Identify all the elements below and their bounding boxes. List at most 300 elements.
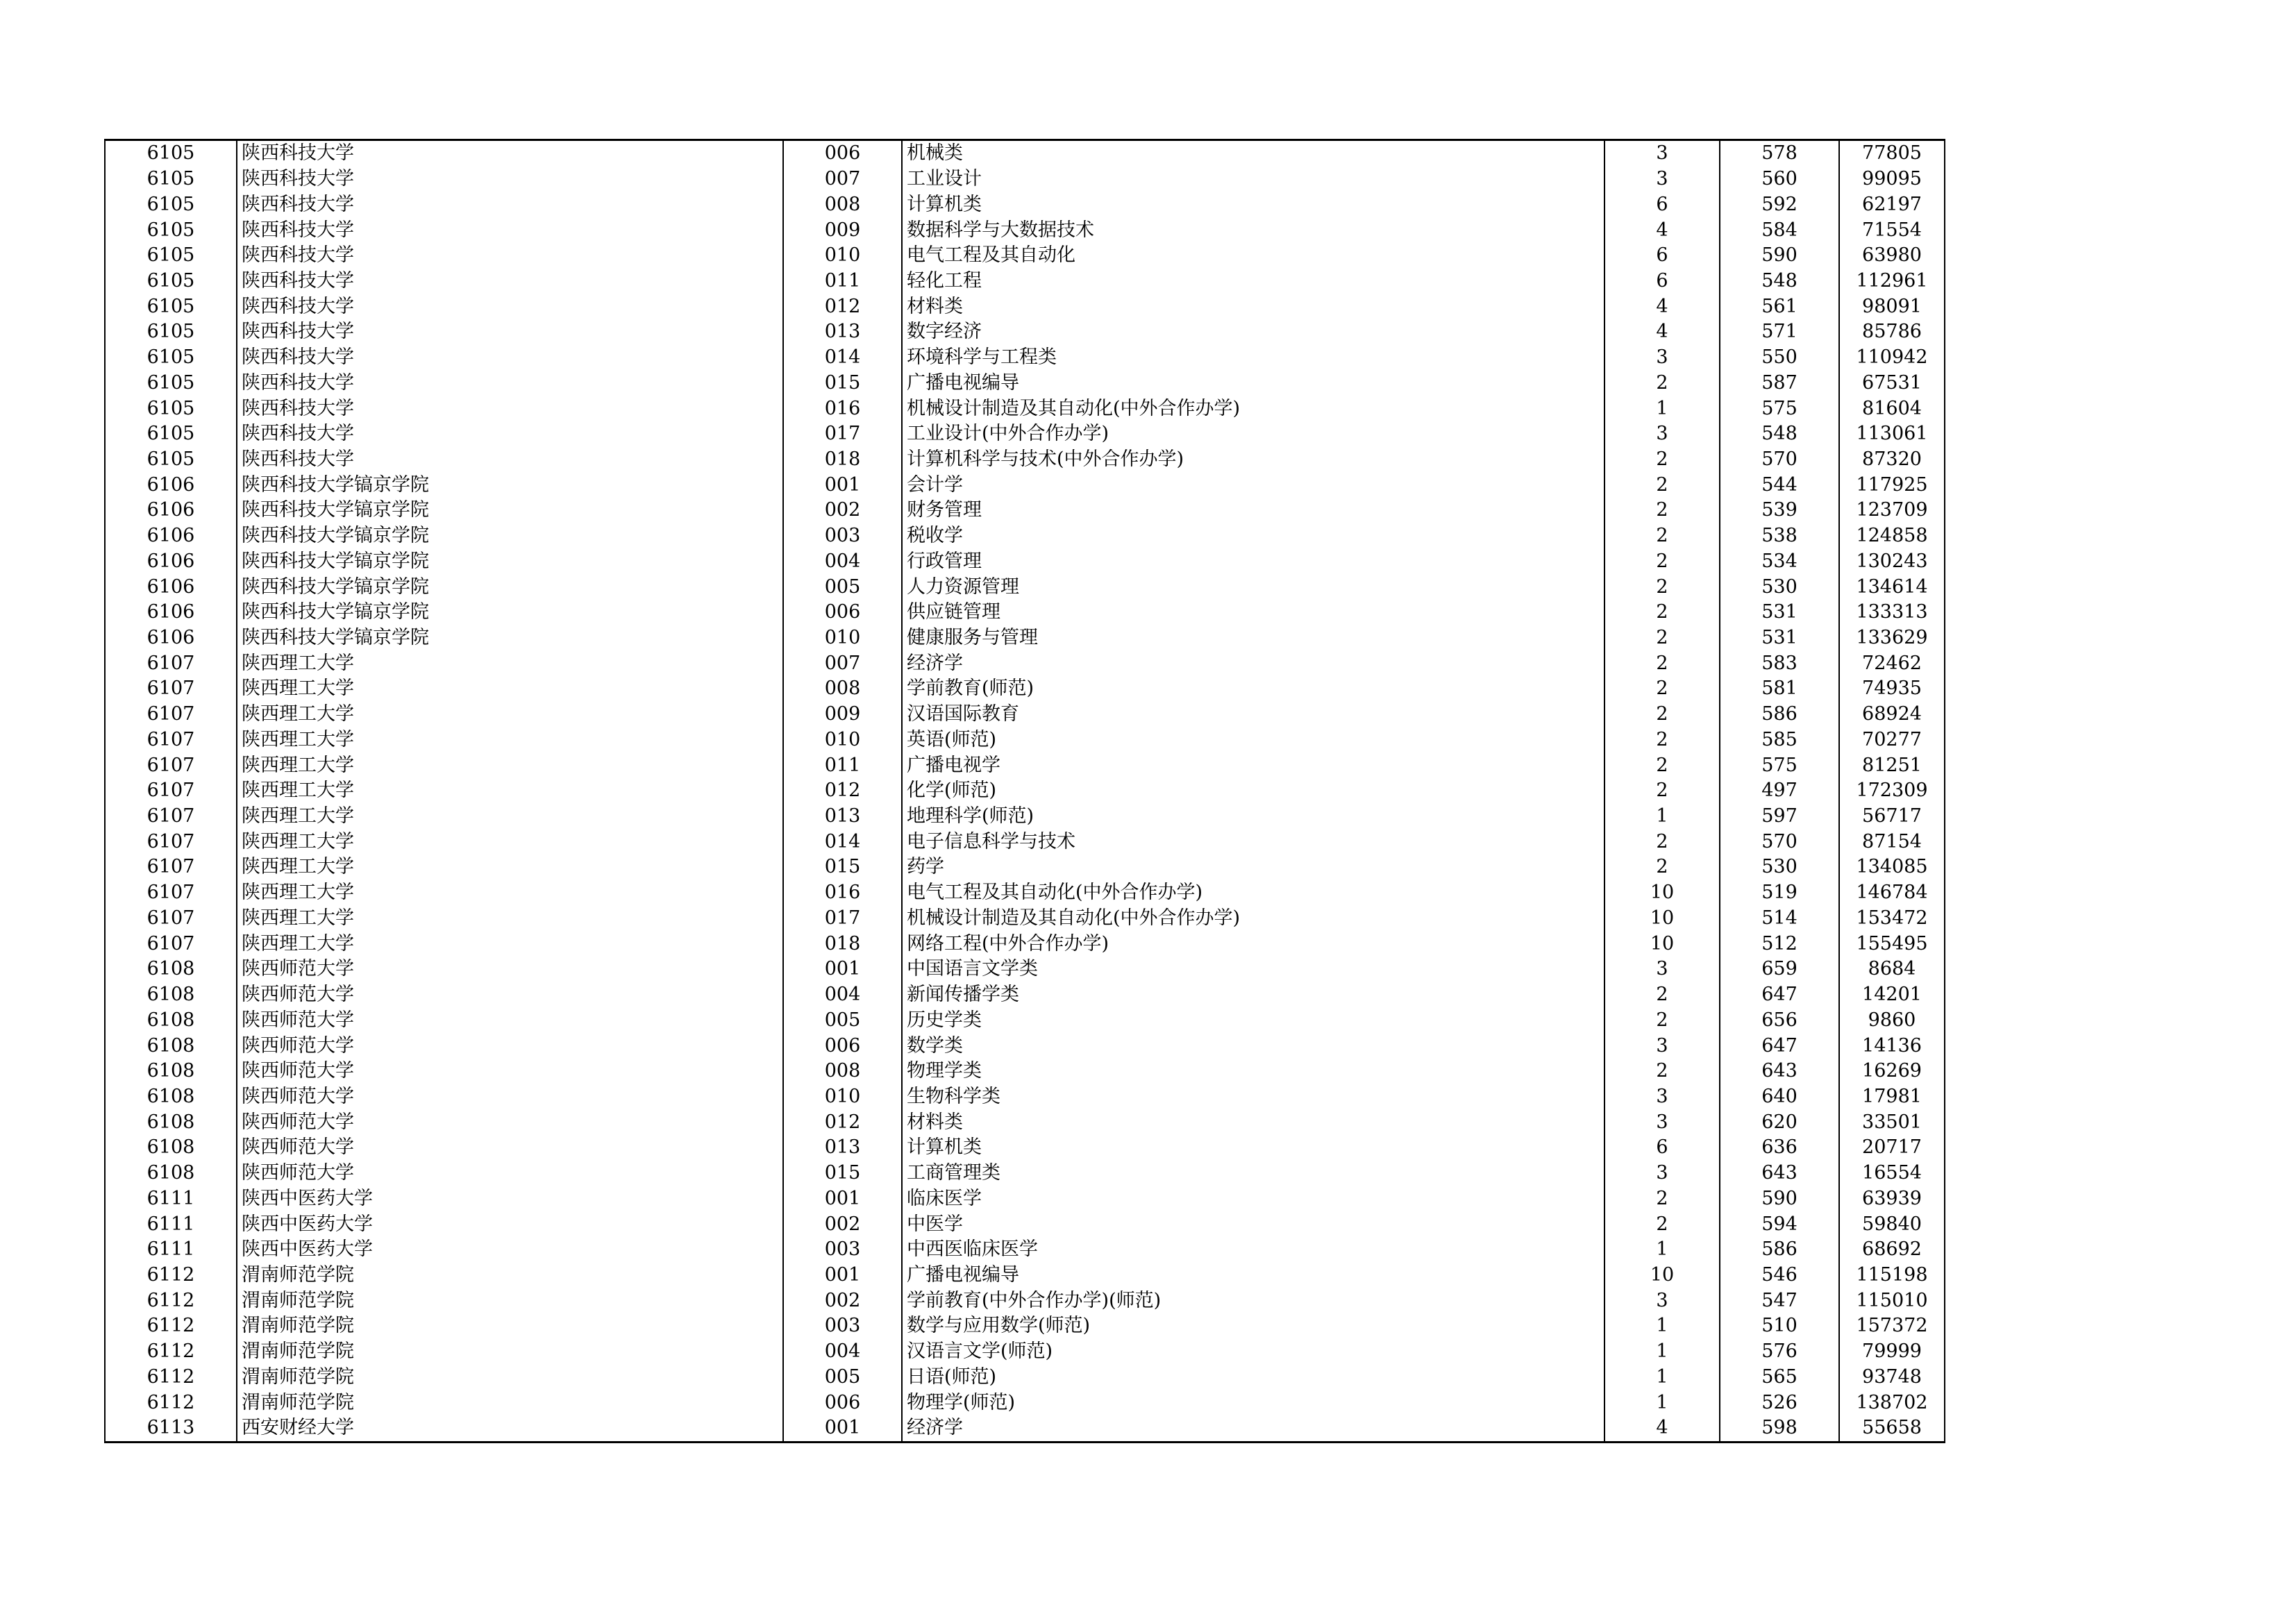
min-score-cell: 643 <box>1720 1161 1839 1186</box>
plan-count-cell: 6 <box>1604 243 1720 269</box>
min-score-cell: 548 <box>1720 269 1839 294</box>
min-score-cell: 526 <box>1720 1390 1839 1415</box>
school-name-cell: 陕西理工大学 <box>237 778 783 804</box>
table-row <box>105 676 1945 702</box>
plan-count-cell: 3 <box>1604 1161 1720 1186</box>
table-row <box>105 957 1945 982</box>
school-name-cell: 陕西科技大学镐京学院 <box>237 472 783 498</box>
major-name-cell: 财务管理 <box>902 498 1604 523</box>
major-code-cell: 012 <box>783 1109 902 1135</box>
plan-count-cell: 2 <box>1604 829 1720 855</box>
min-score-cell: 578 <box>1720 140 1839 167</box>
table-row <box>105 243 1945 269</box>
major-code-cell: 008 <box>783 1059 902 1084</box>
school-name-cell: 陕西理工大学 <box>237 728 783 753</box>
major-code-cell: 012 <box>783 778 902 804</box>
school-code-cell: 6108 <box>105 1109 237 1135</box>
plan-count-cell: 1 <box>1604 804 1720 830</box>
min-score-cell: 585 <box>1720 728 1839 753</box>
school-name-cell: 渭南师范学院 <box>237 1390 783 1415</box>
school-code-cell: 6112 <box>105 1288 237 1313</box>
school-code-cell: 6105 <box>105 447 237 473</box>
school-name-cell: 渭南师范学院 <box>237 1339 783 1365</box>
table-row <box>105 650 1945 676</box>
major-code-cell: 017 <box>783 906 902 932</box>
min-score-cell: 590 <box>1720 243 1839 269</box>
min-score-cell: 547 <box>1720 1288 1839 1313</box>
major-name-cell: 轻化工程 <box>902 269 1604 294</box>
school-code-cell: 6107 <box>105 906 237 932</box>
min-rank-cell: 110942 <box>1839 345 1945 371</box>
school-name-cell: 陕西理工大学 <box>237 829 783 855</box>
min-score-cell: 530 <box>1720 574 1839 600</box>
min-rank-cell: 81251 <box>1839 752 1945 778</box>
school-code-cell: 6107 <box>105 880 237 906</box>
school-name-cell: 陕西科技大学镐京学院 <box>237 600 783 625</box>
table-row <box>105 370 1945 396</box>
major-code-cell: 003 <box>783 1313 902 1339</box>
plan-count-cell: 3 <box>1604 1033 1720 1059</box>
min-rank-cell: 124858 <box>1839 523 1945 549</box>
major-code-cell: 013 <box>783 1135 902 1161</box>
min-score-cell: 519 <box>1720 880 1839 906</box>
major-name-cell: 日语(师范) <box>902 1365 1604 1390</box>
school-code-cell: 6112 <box>105 1390 237 1415</box>
min-rank-cell: 115010 <box>1839 1288 1945 1313</box>
school-code-cell: 6107 <box>105 702 237 728</box>
school-code-cell: 6105 <box>105 421 237 447</box>
school-name-cell: 西安财经大学 <box>237 1415 783 1442</box>
min-score-cell: 565 <box>1720 1365 1839 1390</box>
school-name-cell: 陕西科技大学 <box>237 345 783 371</box>
school-name-cell: 渭南师范学院 <box>237 1313 783 1339</box>
school-name-cell: 陕西中医药大学 <box>237 1237 783 1263</box>
min-rank-cell: 146784 <box>1839 880 1945 906</box>
major-name-cell: 电子信息科学与技术 <box>902 829 1604 855</box>
school-code-cell: 6105 <box>105 345 237 371</box>
school-name-cell: 陕西科技大学镐京学院 <box>237 549 783 575</box>
major-name-cell: 机械类 <box>902 140 1604 167</box>
min-score-cell: 575 <box>1720 396 1839 421</box>
school-name-cell: 陕西中医药大学 <box>237 1186 783 1211</box>
major-code-cell: 004 <box>783 982 902 1008</box>
major-name-cell: 临床医学 <box>902 1186 1604 1211</box>
school-name-cell: 陕西师范大学 <box>237 1109 783 1135</box>
major-name-cell: 中西医临床医学 <box>902 1237 1604 1263</box>
major-code-cell: 003 <box>783 1237 902 1263</box>
major-code-cell: 002 <box>783 1288 902 1313</box>
min-score-cell: 570 <box>1720 829 1839 855</box>
major-code-cell: 010 <box>783 1084 902 1110</box>
table-row <box>105 1007 1945 1033</box>
min-rank-cell: 153472 <box>1839 906 1945 932</box>
school-name-cell: 陕西科技大学 <box>237 294 783 319</box>
school-code-cell: 6105 <box>105 243 237 269</box>
school-code-cell: 6107 <box>105 728 237 753</box>
min-rank-cell: 68692 <box>1839 1237 1945 1263</box>
major-name-cell: 广播电视编导 <box>902 370 1604 396</box>
table-row <box>105 906 1945 932</box>
min-rank-cell: 20717 <box>1839 1135 1945 1161</box>
table-row <box>105 625 1945 651</box>
min-rank-cell: 85786 <box>1839 319 1945 345</box>
major-code-cell: 005 <box>783 1007 902 1033</box>
major-code-cell: 018 <box>783 447 902 473</box>
school-name-cell: 陕西师范大学 <box>237 1161 783 1186</box>
school-code-cell: 6105 <box>105 319 237 345</box>
school-name-cell: 陕西师范大学 <box>237 1007 783 1033</box>
min-score-cell: 636 <box>1720 1135 1839 1161</box>
plan-count-cell: 3 <box>1604 140 1720 167</box>
major-name-cell: 中医学 <box>902 1211 1604 1237</box>
min-rank-cell: 79999 <box>1839 1339 1945 1365</box>
major-code-cell: 011 <box>783 752 902 778</box>
major-code-cell: 014 <box>783 829 902 855</box>
table-row <box>105 523 1945 549</box>
plan-count-cell: 1 <box>1604 1339 1720 1365</box>
school-name-cell: 渭南师范学院 <box>237 1365 783 1390</box>
min-score-cell: 510 <box>1720 1313 1839 1339</box>
min-rank-cell: 155495 <box>1839 931 1945 957</box>
school-code-cell: 6107 <box>105 804 237 830</box>
major-name-cell: 行政管理 <box>902 549 1604 575</box>
min-score-cell: 538 <box>1720 523 1839 549</box>
table-row <box>105 600 1945 625</box>
plan-count-cell: 4 <box>1604 217 1720 243</box>
school-code-cell: 6111 <box>105 1237 237 1263</box>
plan-count-cell: 10 <box>1604 880 1720 906</box>
plan-count-cell: 3 <box>1604 957 1720 982</box>
school-name-cell: 渭南师范学院 <box>237 1263 783 1288</box>
plan-count-cell: 2 <box>1604 1059 1720 1084</box>
min-score-cell: 512 <box>1720 931 1839 957</box>
major-code-cell: 001 <box>783 472 902 498</box>
plan-count-cell: 3 <box>1604 1084 1720 1110</box>
school-code-cell: 6105 <box>105 294 237 319</box>
major-name-cell: 生物科学类 <box>902 1084 1604 1110</box>
plan-count-cell: 6 <box>1604 1135 1720 1161</box>
school-name-cell: 陕西科技大学 <box>237 192 783 217</box>
school-code-cell: 6107 <box>105 676 237 702</box>
plan-count-cell: 2 <box>1604 752 1720 778</box>
min-rank-cell: 138702 <box>1839 1390 1945 1415</box>
plan-count-cell: 2 <box>1604 778 1720 804</box>
major-code-cell: 001 <box>783 1415 902 1442</box>
major-name-cell: 历史学类 <box>902 1007 1604 1033</box>
min-rank-cell: 33501 <box>1839 1109 1945 1135</box>
major-name-cell: 中国语言文学类 <box>902 957 1604 982</box>
major-name-cell: 物理学(师范) <box>902 1390 1604 1415</box>
min-rank-cell: 63939 <box>1839 1186 1945 1211</box>
plan-count-cell: 3 <box>1604 1288 1720 1313</box>
table-row <box>105 574 1945 600</box>
school-name-cell: 陕西师范大学 <box>237 1084 783 1110</box>
table-row <box>105 1390 1945 1415</box>
min-score-cell: 550 <box>1720 345 1839 371</box>
table-row <box>105 855 1945 880</box>
min-rank-cell: 9860 <box>1839 1007 1945 1033</box>
min-score-cell: 560 <box>1720 167 1839 192</box>
table-row <box>105 1365 1945 1390</box>
min-score-cell: 531 <box>1720 625 1839 651</box>
table-row <box>105 498 1945 523</box>
table-row <box>105 1084 1945 1110</box>
min-score-cell: 643 <box>1720 1059 1839 1084</box>
plan-count-cell: 2 <box>1604 498 1720 523</box>
table-row <box>105 778 1945 804</box>
school-name-cell: 陕西师范大学 <box>237 957 783 982</box>
major-code-cell: 003 <box>783 523 902 549</box>
min-rank-cell: 62197 <box>1839 192 1945 217</box>
school-name-cell: 陕西中医药大学 <box>237 1211 783 1237</box>
school-code-cell: 6106 <box>105 574 237 600</box>
school-code-cell: 6106 <box>105 523 237 549</box>
major-name-cell: 药学 <box>902 855 1604 880</box>
school-code-cell: 6113 <box>105 1415 237 1442</box>
school-name-cell: 陕西师范大学 <box>237 982 783 1008</box>
plan-count-cell: 2 <box>1604 472 1720 498</box>
min-score-cell: 597 <box>1720 804 1839 830</box>
major-code-cell: 010 <box>783 728 902 753</box>
min-rank-cell: 17981 <box>1839 1084 1945 1110</box>
min-rank-cell: 93748 <box>1839 1365 1945 1390</box>
min-score-cell: 640 <box>1720 1084 1839 1110</box>
min-rank-cell: 14201 <box>1839 982 1945 1008</box>
major-name-cell: 材料类 <box>902 294 1604 319</box>
table-row <box>105 1415 1945 1442</box>
min-score-cell: 583 <box>1720 650 1839 676</box>
min-rank-cell: 172309 <box>1839 778 1945 804</box>
school-name-cell: 陕西师范大学 <box>237 1033 783 1059</box>
school-name-cell: 陕西理工大学 <box>237 855 783 880</box>
table-row <box>105 1109 1945 1135</box>
table-row <box>105 396 1945 421</box>
plan-count-cell: 2 <box>1604 574 1720 600</box>
school-name-cell: 陕西科技大学 <box>237 370 783 396</box>
school-name-cell: 陕西理工大学 <box>237 931 783 957</box>
school-code-cell: 6107 <box>105 855 237 880</box>
table-row <box>105 728 1945 753</box>
major-code-cell: 007 <box>783 167 902 192</box>
major-code-cell: 017 <box>783 421 902 447</box>
table-row <box>105 829 1945 855</box>
table-row <box>105 1313 1945 1339</box>
plan-count-cell: 2 <box>1604 855 1720 880</box>
min-score-cell: 590 <box>1720 1186 1839 1211</box>
major-name-cell: 工业设计 <box>902 167 1604 192</box>
min-rank-cell: 113061 <box>1839 421 1945 447</box>
major-name-cell: 环境科学与工程类 <box>902 345 1604 371</box>
school-code-cell: 6107 <box>105 752 237 778</box>
plan-count-cell: 3 <box>1604 167 1720 192</box>
plan-count-cell: 2 <box>1604 447 1720 473</box>
major-name-cell: 材料类 <box>902 1109 1604 1135</box>
school-code-cell: 6106 <box>105 549 237 575</box>
plan-count-cell: 3 <box>1604 421 1720 447</box>
major-code-cell: 008 <box>783 192 902 217</box>
major-name-cell: 广播电视学 <box>902 752 1604 778</box>
min-rank-cell: 112961 <box>1839 269 1945 294</box>
major-code-cell: 008 <box>783 676 902 702</box>
min-rank-cell: 72462 <box>1839 650 1945 676</box>
min-rank-cell: 16269 <box>1839 1059 1945 1084</box>
min-rank-cell: 134085 <box>1839 855 1945 880</box>
school-code-cell: 6108 <box>105 1033 237 1059</box>
min-score-cell: 534 <box>1720 549 1839 575</box>
major-code-cell: 016 <box>783 396 902 421</box>
major-name-cell: 网络工程(中外合作办学) <box>902 931 1604 957</box>
min-score-cell: 584 <box>1720 217 1839 243</box>
min-rank-cell: 8684 <box>1839 957 1945 982</box>
school-code-cell: 6107 <box>105 931 237 957</box>
plan-count-cell: 2 <box>1604 523 1720 549</box>
major-code-cell: 009 <box>783 702 902 728</box>
school-name-cell: 陕西科技大学 <box>237 421 783 447</box>
school-code-cell: 6107 <box>105 650 237 676</box>
min-score-cell: 659 <box>1720 957 1839 982</box>
major-code-cell: 015 <box>783 370 902 396</box>
plan-count-cell: 6 <box>1604 269 1720 294</box>
major-name-cell: 人力资源管理 <box>902 574 1604 600</box>
table-row <box>105 140 1945 167</box>
major-code-cell: 004 <box>783 549 902 575</box>
plan-count-cell: 2 <box>1604 1211 1720 1237</box>
min-rank-cell: 87320 <box>1839 447 1945 473</box>
plan-count-cell: 2 <box>1604 982 1720 1008</box>
major-code-cell: 014 <box>783 345 902 371</box>
school-code-cell: 6105 <box>105 192 237 217</box>
school-name-cell: 陕西科技大学 <box>237 243 783 269</box>
min-score-cell: 530 <box>1720 855 1839 880</box>
school-code-cell: 6105 <box>105 217 237 243</box>
school-code-cell: 6105 <box>105 370 237 396</box>
major-code-cell: 001 <box>783 957 902 982</box>
plan-count-cell: 3 <box>1604 1109 1720 1135</box>
table-row <box>105 192 1945 217</box>
school-name-cell: 陕西科技大学 <box>237 319 783 345</box>
major-code-cell: 002 <box>783 498 902 523</box>
school-code-cell: 6108 <box>105 1135 237 1161</box>
plan-count-cell: 2 <box>1604 549 1720 575</box>
major-name-cell: 计算机科学与技术(中外合作办学) <box>902 447 1604 473</box>
major-name-cell: 机械设计制造及其自动化(中外合作办学) <box>902 906 1604 932</box>
school-name-cell: 陕西科技大学 <box>237 396 783 421</box>
plan-count-cell: 10 <box>1604 1263 1720 1288</box>
plan-count-cell: 3 <box>1604 345 1720 371</box>
school-name-cell: 陕西理工大学 <box>237 676 783 702</box>
min-rank-cell: 67531 <box>1839 370 1945 396</box>
major-name-cell: 新闻传播学类 <box>902 982 1604 1008</box>
table-row <box>105 752 1945 778</box>
school-code-cell: 6107 <box>105 778 237 804</box>
school-name-cell: 陕西理工大学 <box>237 702 783 728</box>
school-name-cell: 陕西科技大学镐京学院 <box>237 574 783 600</box>
school-name-cell: 陕西科技大学 <box>237 269 783 294</box>
min-score-cell: 647 <box>1720 1033 1839 1059</box>
min-rank-cell: 74935 <box>1839 676 1945 702</box>
plan-count-cell: 4 <box>1604 294 1720 319</box>
table-row <box>105 345 1945 371</box>
major-code-cell: 010 <box>783 625 902 651</box>
major-code-cell: 007 <box>783 650 902 676</box>
min-rank-cell: 98091 <box>1839 294 1945 319</box>
plan-count-cell: 1 <box>1604 1390 1720 1415</box>
plan-count-cell: 2 <box>1604 702 1720 728</box>
major-code-cell: 001 <box>783 1186 902 1211</box>
min-score-cell: 594 <box>1720 1211 1839 1237</box>
min-score-cell: 539 <box>1720 498 1839 523</box>
major-code-cell: 004 <box>783 1339 902 1365</box>
school-code-cell: 6108 <box>105 1059 237 1084</box>
school-name-cell: 陕西科技大学镐京学院 <box>237 625 783 651</box>
min-score-cell: 571 <box>1720 319 1839 345</box>
min-score-cell: 570 <box>1720 447 1839 473</box>
major-code-cell: 018 <box>783 931 902 957</box>
school-name-cell: 陕西师范大学 <box>237 1135 783 1161</box>
min-score-cell: 620 <box>1720 1109 1839 1135</box>
major-name-cell: 工业设计(中外合作办学) <box>902 421 1604 447</box>
major-code-cell: 006 <box>783 140 902 167</box>
major-code-cell: 010 <box>783 243 902 269</box>
school-code-cell: 6107 <box>105 829 237 855</box>
major-name-cell: 电气工程及其自动化(中外合作办学) <box>902 880 1604 906</box>
plan-count-cell: 2 <box>1604 676 1720 702</box>
admission-table <box>104 139 1945 1443</box>
plan-count-cell: 10 <box>1604 906 1720 932</box>
plan-count-cell: 1 <box>1604 1237 1720 1263</box>
table-row <box>105 880 1945 906</box>
plan-count-cell: 1 <box>1604 396 1720 421</box>
school-code-cell: 6106 <box>105 498 237 523</box>
plan-count-cell: 4 <box>1604 319 1720 345</box>
min-rank-cell: 117925 <box>1839 472 1945 498</box>
major-name-cell: 数学与应用数学(师范) <box>902 1313 1604 1339</box>
min-rank-cell: 123709 <box>1839 498 1945 523</box>
school-code-cell: 6111 <box>105 1211 237 1237</box>
major-code-cell: 013 <box>783 319 902 345</box>
school-code-cell: 6108 <box>105 1161 237 1186</box>
school-code-cell: 6112 <box>105 1313 237 1339</box>
min-rank-cell: 14136 <box>1839 1033 1945 1059</box>
school-name-cell: 陕西科技大学 <box>237 447 783 473</box>
major-name-cell: 计算机类 <box>902 192 1604 217</box>
min-score-cell: 544 <box>1720 472 1839 498</box>
major-name-cell: 汉语言文学(师范) <box>902 1339 1604 1365</box>
plan-count-cell: 2 <box>1604 600 1720 625</box>
min-score-cell: 592 <box>1720 192 1839 217</box>
table-row <box>105 1263 1945 1288</box>
min-score-cell: 587 <box>1720 370 1839 396</box>
min-rank-cell: 77805 <box>1839 140 1945 167</box>
school-name-cell: 陕西理工大学 <box>237 880 783 906</box>
min-rank-cell: 115198 <box>1839 1263 1945 1288</box>
school-name-cell: 陕西科技大学镐京学院 <box>237 523 783 549</box>
plan-count-cell: 2 <box>1604 625 1720 651</box>
min-rank-cell: 133629 <box>1839 625 1945 651</box>
major-name-cell: 会计学 <box>902 472 1604 498</box>
min-score-cell: 575 <box>1720 752 1839 778</box>
major-name-cell: 税收学 <box>902 523 1604 549</box>
table-row <box>105 269 1945 294</box>
min-rank-cell: 55658 <box>1839 1415 1945 1442</box>
school-name-cell: 陕西理工大学 <box>237 804 783 830</box>
min-rank-cell: 81604 <box>1839 396 1945 421</box>
major-name-cell: 地理科学(师范) <box>902 804 1604 830</box>
major-name-cell: 学前教育(中外合作办学)(师范) <box>902 1288 1604 1313</box>
plan-count-cell: 4 <box>1604 1415 1720 1442</box>
major-code-cell: 012 <box>783 294 902 319</box>
min-rank-cell: 68924 <box>1839 702 1945 728</box>
